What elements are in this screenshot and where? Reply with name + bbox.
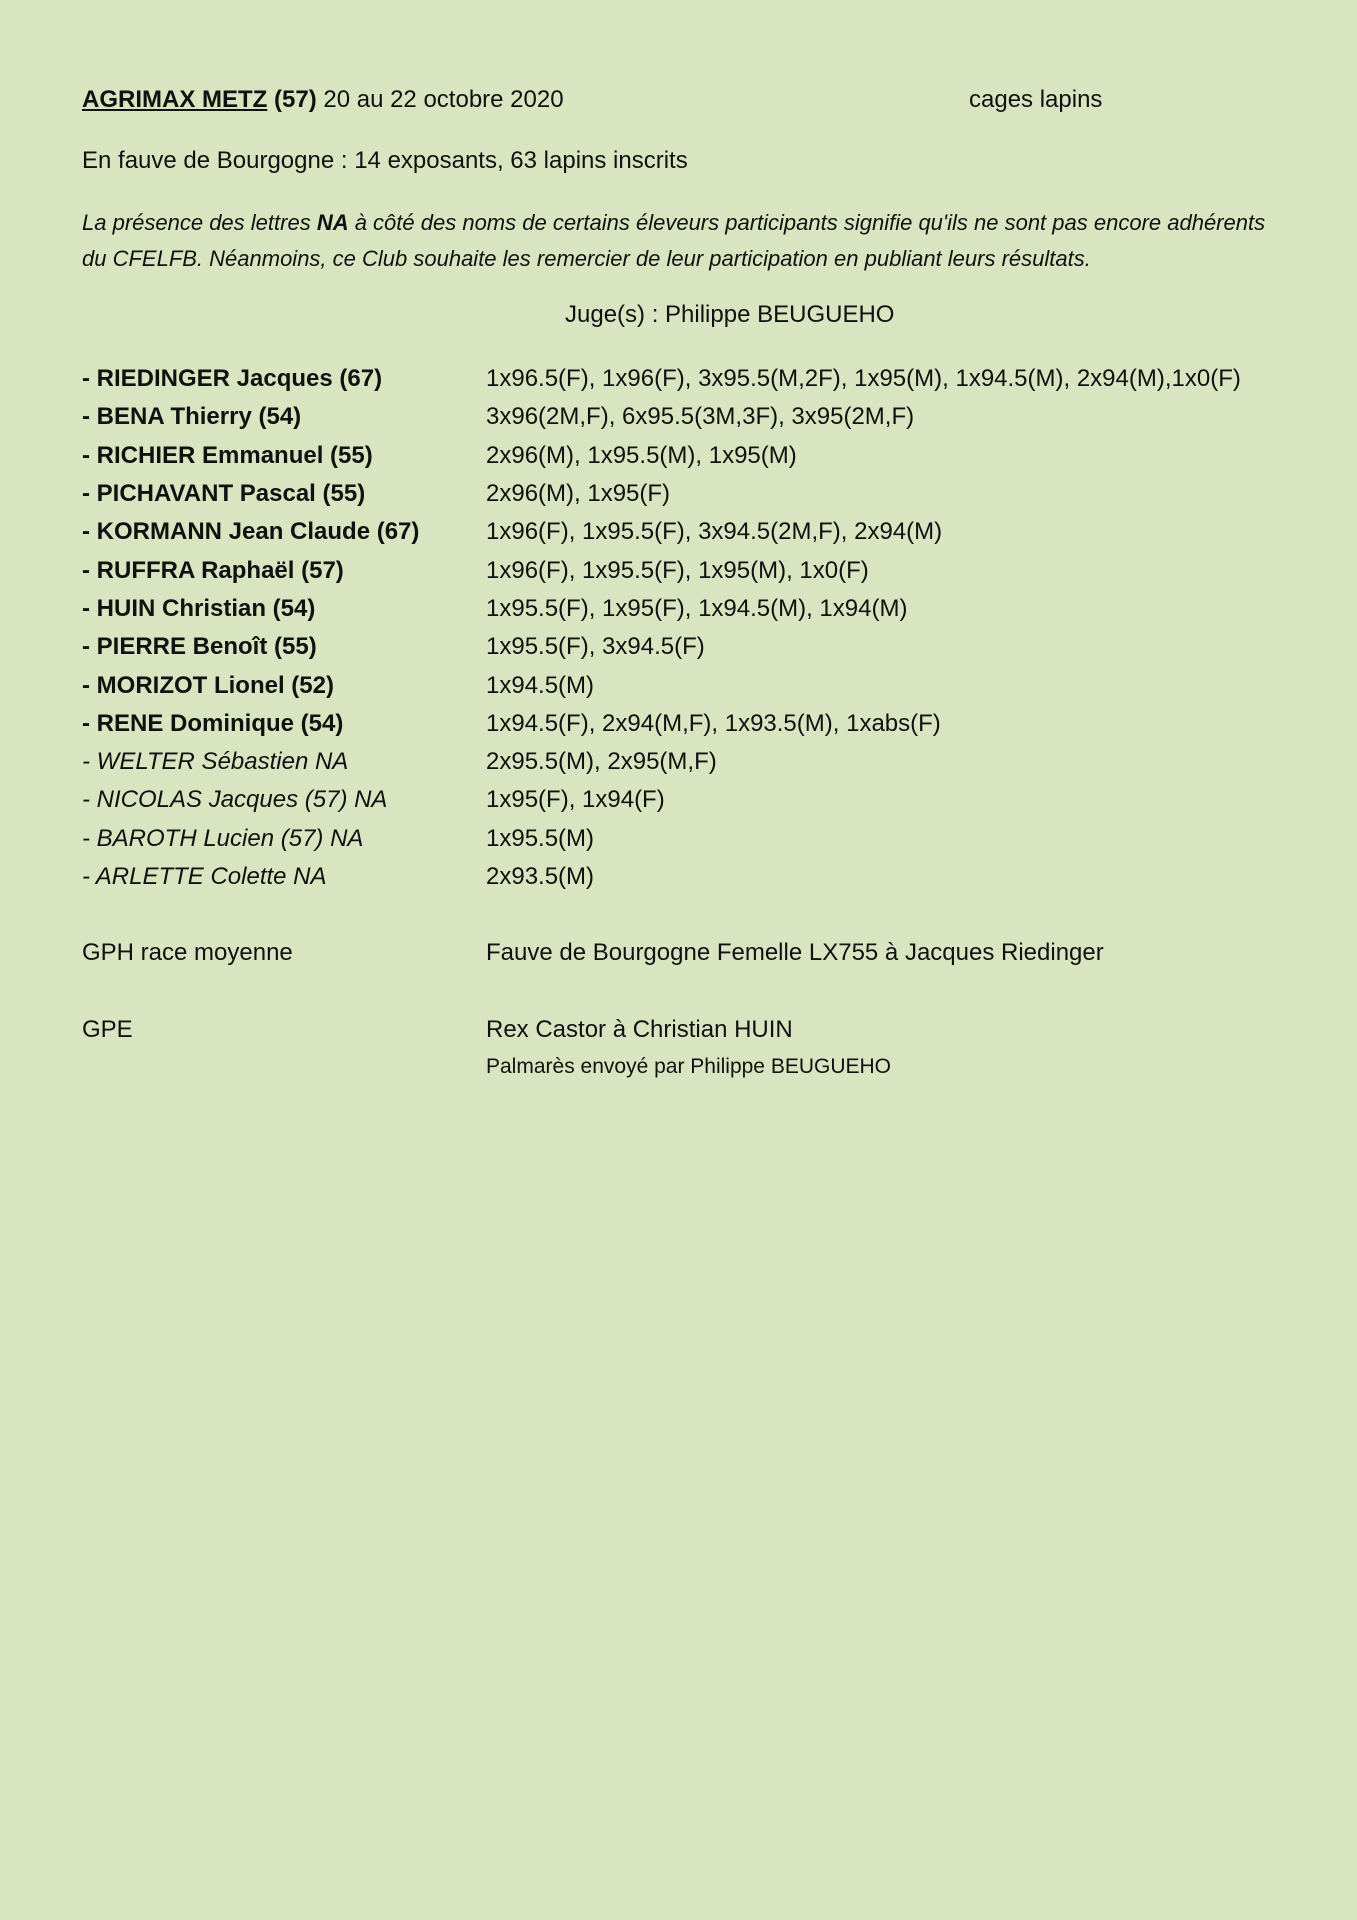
breeder-name: - KORMANN Jean Claude (67) bbox=[82, 518, 420, 546]
note-na-marker: NA bbox=[316, 210, 349, 235]
award-gph-label: GPH race moyenne bbox=[82, 939, 293, 966]
breeder-scores: 2x96(M), 1x95.5(M), 1x95(M) bbox=[486, 441, 797, 469]
breeder-scores: 2x93.5(M) bbox=[486, 863, 595, 890]
breeder-scores: 3x96(2M,F), 6x95.5(3M,3F), 3x95(2M,F) bbox=[486, 403, 915, 431]
breeder-scores: 1x94.5(F), 2x94(M,F), 1x93.5(M), 1xabs(F) bbox=[486, 709, 941, 737]
result-row bbox=[82, 820, 1322, 858]
result-row bbox=[82, 705, 1322, 743]
result-row bbox=[82, 666, 1322, 704]
breeder-name: - PIERRE Benoît (55) bbox=[82, 633, 317, 661]
breeder-scores: 1x95.5(F), 3x94.5(F) bbox=[486, 633, 705, 661]
judge-line: Juge(s) : Philippe BEUGUEHO bbox=[565, 301, 895, 328]
award-gpe-label: GPE bbox=[82, 1016, 133, 1043]
breeder-scores: 2x96(M), 1x95(F) bbox=[486, 480, 671, 508]
result-row bbox=[82, 781, 1322, 819]
event-category: cages lapins bbox=[969, 86, 1103, 113]
breeder-name: - WELTER Sébastien NA bbox=[82, 748, 349, 776]
note-text-end: à côté des noms de certains éleveurs participants signifie qu'ils ne sont pas encore adhérents du CFELFB. Néanmoins, ce Club souhaite les remercier de leur participation en publiant leurs résultats. bbox=[82, 210, 1266, 271]
breeder-name: - RUFFRA Raphaël (57) bbox=[82, 556, 344, 584]
result-row bbox=[82, 398, 1322, 436]
result-row bbox=[82, 437, 1322, 475]
result-row bbox=[82, 628, 1322, 666]
award-gph-value: Fauve de Bourgogne Femelle LX755 à Jacques Riedinger bbox=[486, 939, 1104, 966]
breeder-scores: 1x95(F), 1x94(F) bbox=[486, 786, 665, 814]
award-gph bbox=[82, 937, 1322, 969]
result-row bbox=[82, 513, 1322, 551]
breeder-name: - RICHIER Emmanuel (55) bbox=[82, 441, 373, 469]
result-row bbox=[82, 360, 1322, 398]
breeder-scores: 2x95.5(M), 2x95(M,F) bbox=[486, 748, 717, 776]
results-list bbox=[82, 360, 1322, 896]
breeder-name: - MORIZOT Lionel (52) bbox=[82, 671, 334, 699]
breeder-name: - ARLETTE Colette NA bbox=[82, 863, 327, 890]
event-name: AGRIMAX METZ bbox=[82, 86, 268, 113]
breeder-name: - RIEDINGER Jacques (67) bbox=[82, 365, 383, 393]
sender-credit: Palmarès envoyé par Philippe BEUGUEHO bbox=[486, 1055, 892, 1078]
breeder-scores: 1x94.5(M) bbox=[486, 671, 595, 699]
event-dates: 20 au 22 octobre 2020 bbox=[323, 86, 564, 113]
result-row bbox=[82, 743, 1322, 781]
breeder-scores: 1x95.5(F), 1x95(F), 1x94.5(M), 1x94(M) bbox=[486, 594, 908, 622]
award-gpe-value: Rex Castor à Christian HUIN bbox=[486, 1016, 793, 1043]
award-gpe bbox=[82, 1014, 1322, 1046]
result-row bbox=[82, 551, 1322, 589]
event-title bbox=[82, 84, 564, 116]
breeder-scores: 1x96.5(F), 1x96(F), 3x95.5(M,2F), 1x95(M), 1x94.5(M), 2x94(M),1x0(F) bbox=[486, 365, 1241, 393]
result-row bbox=[82, 475, 1322, 513]
result-row bbox=[82, 858, 1322, 896]
breeder-name: - NICOLAS Jacques (57) NA bbox=[82, 786, 388, 814]
breed-summary: En fauve de Bourgogne : 14 exposants, 63 lapins inscrits bbox=[82, 147, 688, 174]
breeder-name: - BENA Thierry (54) bbox=[82, 403, 302, 431]
event-department: (57) bbox=[274, 86, 317, 113]
breeder-scores: 1x95.5(M) bbox=[486, 824, 595, 852]
breeder-name: - HUIN Christian (54) bbox=[82, 594, 316, 622]
breeder-name: - PICHAVANT Pascal (55) bbox=[82, 480, 366, 508]
breeder-scores: 1x96(F), 1x95.5(F), 3x94.5(2M,F), 2x94(M) bbox=[486, 518, 943, 546]
breeder-name: - BAROTH Lucien (57) NA bbox=[82, 824, 364, 852]
result-row bbox=[82, 590, 1322, 628]
membership-note bbox=[82, 205, 1282, 277]
breeder-name: - RENE Dominique (54) bbox=[82, 709, 344, 737]
note-text-start: La présence des lettres bbox=[82, 210, 317, 235]
breeder-scores: 1x96(F), 1x95.5(F), 1x95(M), 1x0(F) bbox=[486, 556, 869, 584]
